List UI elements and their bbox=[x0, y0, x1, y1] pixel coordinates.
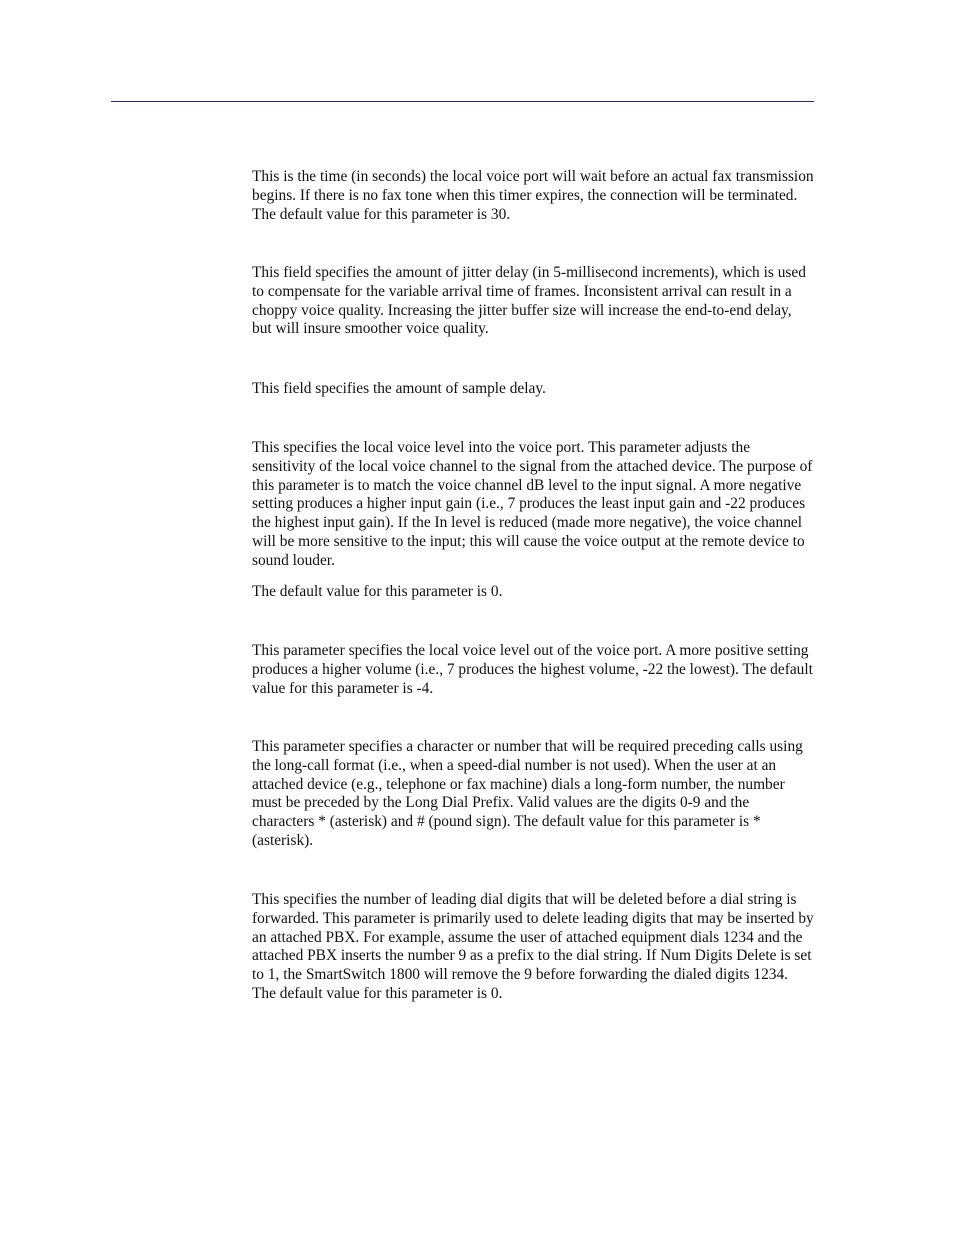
header-rule bbox=[111, 101, 814, 102]
long-dial-prefix-description: This parameter specifies a character or number that will be required preceding calls using the long-call format (i.e., when a speed-dial number is not used). When the user at an attached device (e.g., telephone or fax machine) dials a long-form number, the number must be preceded by the Long Dial Prefix. Valid values are the digits 0-9 and the characters * (asterisk) and # (pound sign). The default value for this parameter is * (asterisk). bbox=[252, 738, 803, 849]
out-level-description: This parameter specifies the local voice level out of the voice port. A more positive setting produces a higher volume (i.e., 7 produces the highest volume, -22 the lowest). The default value for this parameter is -4. bbox=[252, 642, 813, 697]
in-level-default: The default value for this parameter is 0. bbox=[252, 583, 503, 600]
fax-timer-description: This is the time (in seconds) the local voice port will wait before an actual fax transmission begins. If there is no fax tone when this timer expires, the connection will be terminated. The default value for this parameter is 30. bbox=[252, 168, 814, 223]
in-level-description: This specifies the local voice level into the voice port. This parameter adjusts the sensitivity of the local voice channel to the signal from the attached device. The purpose of this parameter is to match the voice channel dB level to the input signal. A more negative setting produces a higher input gain (i.e., 7 produces the least input gain and -22 produces the highest input gain). If the In level is reduced (made more negative), the voice channel will be more sensitive to the input; this will cause the voice output at the remote device to sound louder. bbox=[252, 439, 813, 569]
sample-delay-description: This field specifies the amount of sample delay. bbox=[252, 380, 546, 397]
jitter-delay-description: This field specifies the amount of jitter delay (in 5-millisecond increments), which is used to compensate for the variable arrival time of frames. Inconsistent arrival can result in a choppy voice quality. Increasing the jitter buffer size will increase the end-to-end delay, but will insure smoother voice quality. bbox=[252, 264, 806, 338]
num-digits-delete-description: This specifies the number of leading dial digits that will be deleted before a dial string is forwarded. This parameter is primarily used to delete leading digits that may be inserted by an attached PBX. For example, assume the user of attached equipment dials 1234 and the attached PBX inserts the number 9 as a prefix to the dial string. If Num Digits Delete is set to 1, the SmartSwitch 1800 will remove the 9 before forwarding the dialed digits 1234. The default value for this parameter is 0. bbox=[252, 891, 814, 1002]
